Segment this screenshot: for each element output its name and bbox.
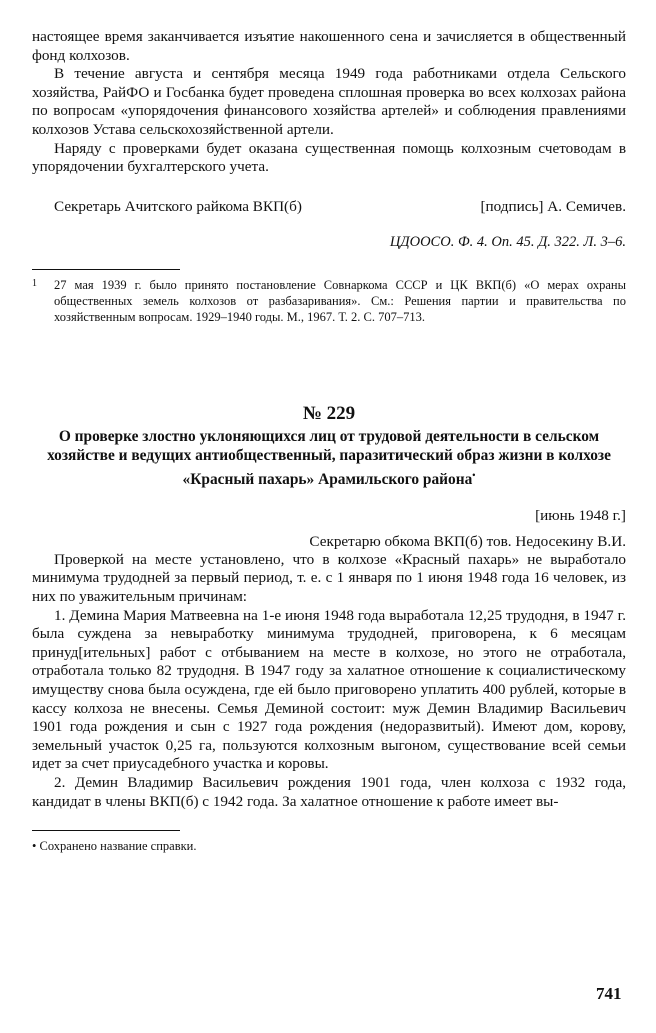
footnote-mark: • [32,839,37,854]
document-title-text: О проверке злостно уклоняющихся лиц от трудовой деятельности в сельском хозяйстве и ведущих антиобщественный, паразитический образ жизни в колхозе «Красный пахарь» Арамильского района [47,428,611,489]
page-number: 741 [596,984,622,1003]
footnote-text: 27 мая 1939 г. было принято постановление Совнаркома СССР и ЦК ВКП(б) «О мерах охраны общественных земель колхозов от разбазаривания». См.: Решения партии и правительства по хозяйственным вопросам. 1929–1940 годы. М., 1967. Т. 2. С. 707–713. [54,278,626,325]
paragraph: 1. Демина Мария Матвеевна на 1-е июня 1948 года выработала 12,25 трудодня, в 1947 г. была суждена за невыработку минимума трудодней, приговорена, к 6 месяцам принуд[ительных] работ с отбыванием на месте в колхозе, но этого не отработала, отработала только 82 трудодня. В 1947 году за халатное отношение к социалистическому имуществу снова была осуждена, где ей было приговорено уплатить 400 рублей, которые в кассу колхоза не внесены. Семья Деминой состоит: муж Демин Владимир Васильевич 1901 года рождения и сын с 1927 года рождения (недоразвитый). Имеют дом, корову, земельный участок 0,25 га, пользуются колхозным выгоном, существование всей семьи идет за счет приусадебного участка и коровы. [32,606,626,773]
document-date: [июнь 1948 г.] [535,506,626,524]
signature-name: [подпись] А. Семичев. [480,197,626,215]
title-footnote-mark: • [472,469,476,480]
signature-position: Секретарь Ачитского райкома ВКП(б) [54,197,302,215]
footnote-text: Сохранено название справки. [39,839,197,854]
paragraph: 2. Демин Владимир Васильевич рождения 1901 года, член колхоза с 1932 года, кандидат в члены ВКП(б) с 1942 года. За халатное отношение к работе имеет вы- [32,773,626,810]
paragraph: настоящее время заканчивается изъятие накошенного сена и зачисляется в общественный фонд колхозов. [32,28,626,64]
footnote-divider [32,830,180,831]
document-number: № 229 [302,403,356,425]
paragraph: Наряду с проверками будет оказана существенная помощь колхозным счетоводам в упорядочении бухгалтерского учета. [32,139,626,176]
footnote-divider [32,269,180,270]
document-page [32,28,626,854]
signature-line [32,198,626,217]
footnote [32,838,626,854]
paragraph: Проверкой на месте установлено, что в колхозе «Красный пахарь» не выработало минимума трудодней за первый период, т. е. с 1 января по 1 июня 1948 года 16 человек, из них по уважительным причинам: [32,550,626,606]
footnote-mark: 1 [32,278,37,290]
footnote [32,277,626,325]
document-title [32,428,626,490]
paragraph: В течение августа и сентября месяца 1949 года работниками отдела Сельского хозяйства, РайФО и Госбанка будет проведена сплошная проверка во всех колхозах района по вопросам «упорядочения финансового хозяйства артелей» и соблюдения правлениями колхозов Устава сельскохозяйственной артели. [32,65,626,138]
archive-source: ЦДООСО. Ф. 4. Оп. 45. Д. 322. Л. 3–6. [389,234,626,251]
addressee: Секретарю обкома ВКП(б) тов. Недосекину В.И. [309,532,626,550]
